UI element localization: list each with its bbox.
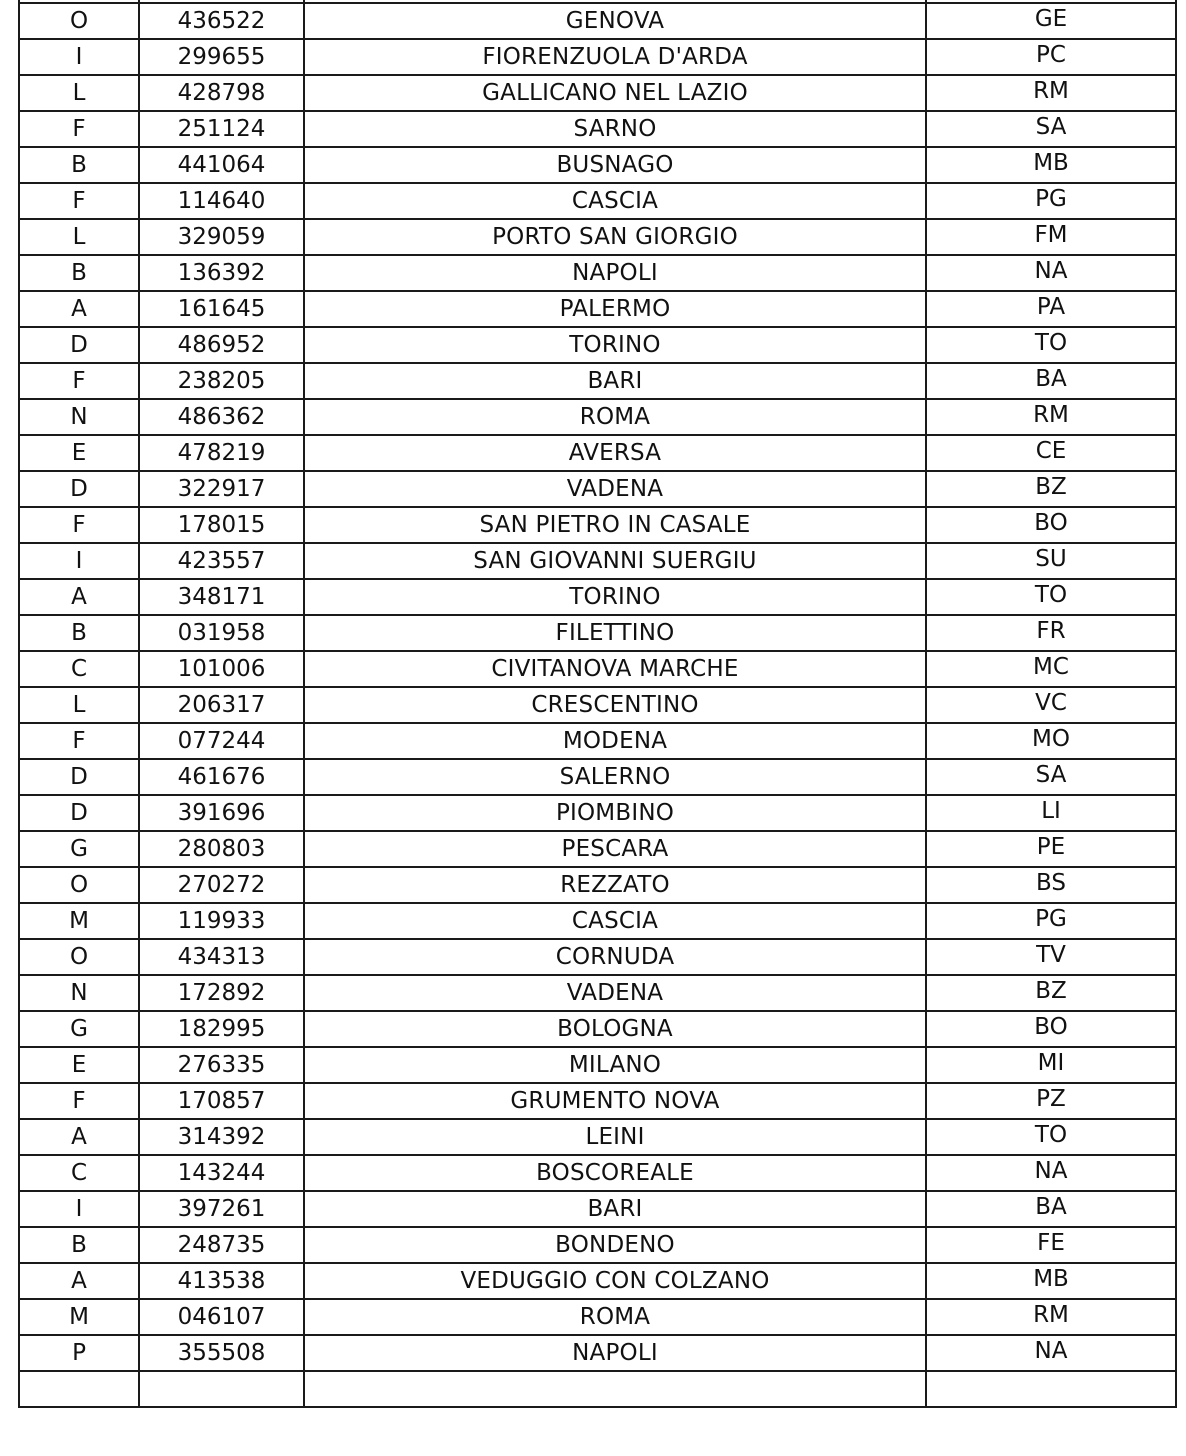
row-letter-cell: D [19,471,139,507]
row-code-cell: 434313 [139,939,304,975]
row-letter-cell: E [19,435,139,471]
row-code-cell: 206317 [139,687,304,723]
row-province-cell: CE [926,435,1176,471]
row-city-cell: PALERMO [304,291,926,327]
table-row [19,687,1176,723]
row-province-cell: SU [926,543,1176,579]
row-letter-cell: F [19,723,139,759]
table-row [19,579,1176,615]
row-city-cell: BOSCOREALE [304,1155,926,1191]
row-letter-cell: F [19,1083,139,1119]
row-letter-cell: F [19,183,139,219]
table-row [19,975,1176,1011]
table-row [19,1335,1176,1371]
row-city-cell: SARNO [304,111,926,147]
table-row [19,183,1176,219]
table-row [19,1155,1176,1191]
row-code-cell: 238205 [139,363,304,399]
row-code-cell: 461676 [139,759,304,795]
row-city-cell: AVERSA [304,435,926,471]
comuni-table [18,0,1177,1408]
row-province-cell: MB [926,147,1176,183]
row-city-cell: BONDENO [304,1227,926,1263]
row-city-cell: MILANO [304,1047,926,1083]
row-letter-cell: A [19,291,139,327]
row-code-cell: 114640 [139,183,304,219]
table-row [19,1371,1176,1407]
row-letter-cell: N [19,399,139,435]
row-city-cell: TORINO [304,579,926,615]
row-province-cell: FM [926,219,1176,255]
row-city-cell: VEDUGGIO CON COLZANO [304,1263,926,1299]
table-row [19,111,1176,147]
row-letter-cell: F [19,507,139,543]
table-row [19,615,1176,651]
row-letter-cell: G [19,831,139,867]
row-letter-cell: D [19,759,139,795]
table-row [19,759,1176,795]
row-province-cell: PG [926,183,1176,219]
row-letter-cell: M [19,1299,139,1335]
row-province-cell: VC [926,687,1176,723]
row-province-cell [926,1371,1176,1407]
row-city-cell: GALLICANO NEL LAZIO [304,75,926,111]
row-code-cell: 299655 [139,39,304,75]
row-province-cell: PC [926,39,1176,75]
row-letter-cell: I [19,39,139,75]
row-code-cell: 178015 [139,507,304,543]
row-city-cell [304,1371,926,1407]
row-letter-cell: C [19,1155,139,1191]
row-letter-cell: I [19,543,139,579]
row-code-cell: 270272 [139,867,304,903]
row-city-cell: NAPOLI [304,255,926,291]
row-code-cell: 182995 [139,1011,304,1047]
row-province-cell: BZ [926,471,1176,507]
row-code-cell: 314392 [139,1119,304,1155]
table-row [19,1227,1176,1263]
row-city-cell: BOLOGNA [304,1011,926,1047]
row-province-cell: MI [926,1047,1176,1083]
row-province-cell: RM [926,1299,1176,1335]
row-province-cell: NA [926,1155,1176,1191]
table-row [19,435,1176,471]
table-row [19,3,1176,39]
row-code-cell: 161645 [139,291,304,327]
table-row [19,363,1176,399]
row-province-cell: PA [926,291,1176,327]
table-row [19,75,1176,111]
row-city-cell: CASCIA [304,903,926,939]
table-row [19,1011,1176,1047]
table-row [19,1263,1176,1299]
row-code-cell [139,1371,304,1407]
row-city-cell: SAN GIOVANNI SUERGIU [304,543,926,579]
row-city-cell: CASCIA [304,183,926,219]
row-letter-cell: D [19,327,139,363]
row-letter-cell: A [19,1119,139,1155]
row-code-cell: 276335 [139,1047,304,1083]
row-letter-cell: O [19,867,139,903]
row-city-cell: GENOVA [304,3,926,39]
row-letter-cell [19,1371,139,1407]
table-row [19,939,1176,975]
table-row [19,471,1176,507]
row-code-cell: 355508 [139,1335,304,1371]
row-letter-cell: P [19,1335,139,1371]
row-province-cell: PZ [926,1083,1176,1119]
row-code-cell: 172892 [139,975,304,1011]
row-city-cell: CIVITANOVA MARCHE [304,651,926,687]
row-letter-cell: F [19,363,139,399]
row-city-cell: GRUMENTO NOVA [304,1083,926,1119]
row-city-cell: PESCARA [304,831,926,867]
row-province-cell: BA [926,1191,1176,1227]
row-code-cell: 280803 [139,831,304,867]
row-city-cell: REZZATO [304,867,926,903]
table-row [19,543,1176,579]
row-letter-cell: A [19,1263,139,1299]
row-letter-cell: E [19,1047,139,1083]
row-province-cell: BZ [926,975,1176,1011]
row-letter-cell: N [19,975,139,1011]
row-letter-cell: I [19,1191,139,1227]
table-row [19,903,1176,939]
row-code-cell: 136392 [139,255,304,291]
table-row [19,147,1176,183]
row-province-cell: TO [926,327,1176,363]
row-letter-cell: O [19,939,139,975]
row-province-cell: RM [926,75,1176,111]
row-code-cell: 248735 [139,1227,304,1263]
row-city-cell: MODENA [304,723,926,759]
table-row [19,1119,1176,1155]
data-table-container [18,0,1175,1408]
row-province-cell: MC [926,651,1176,687]
row-code-cell: 486952 [139,327,304,363]
row-city-cell: FILETTINO [304,615,926,651]
row-code-cell: 251124 [139,111,304,147]
row-letter-cell: C [19,651,139,687]
row-code-cell: 423557 [139,543,304,579]
row-code-cell: 348171 [139,579,304,615]
row-code-cell: 101006 [139,651,304,687]
table-row [19,255,1176,291]
table-row [19,327,1176,363]
row-code-cell: 486362 [139,399,304,435]
row-province-cell: GE [926,3,1176,39]
row-city-cell: NAPOLI [304,1335,926,1371]
row-province-cell: BO [926,1011,1176,1047]
table-row [19,867,1176,903]
row-code-cell: 391696 [139,795,304,831]
row-province-cell: FE [926,1227,1176,1263]
row-province-cell: PG [926,903,1176,939]
row-letter-cell: G [19,1011,139,1047]
row-province-cell: MB [926,1263,1176,1299]
row-province-cell: MO [926,723,1176,759]
row-city-cell: SAN PIETRO IN CASALE [304,507,926,543]
table-row [19,831,1176,867]
row-city-cell: PIOMBINO [304,795,926,831]
table-row [19,291,1176,327]
row-letter-cell: M [19,903,139,939]
row-letter-cell: L [19,75,139,111]
row-city-cell: BARI [304,1191,926,1227]
row-city-cell: TORINO [304,327,926,363]
row-province-cell: SA [926,759,1176,795]
row-city-cell: ROMA [304,399,926,435]
table-body [19,0,1176,1407]
row-code-cell: 170857 [139,1083,304,1119]
row-city-cell: VADENA [304,471,926,507]
row-province-cell: LI [926,795,1176,831]
row-code-cell: 413538 [139,1263,304,1299]
row-city-cell: SALERNO [304,759,926,795]
table-row [19,795,1176,831]
row-province-cell: NA [926,1335,1176,1371]
row-code-cell: 436522 [139,3,304,39]
row-letter-cell: B [19,1227,139,1263]
row-code-cell: 478219 [139,435,304,471]
row-code-cell: 046107 [139,1299,304,1335]
row-province-cell: PE [926,831,1176,867]
table-row [19,1191,1176,1227]
row-code-cell: 077244 [139,723,304,759]
row-letter-cell: B [19,255,139,291]
row-code-cell: 397261 [139,1191,304,1227]
row-code-cell: 119933 [139,903,304,939]
table-row [19,39,1176,75]
row-city-cell: ROMA [304,1299,926,1335]
row-province-cell: BS [926,867,1176,903]
row-letter-cell: F [19,111,139,147]
row-code-cell: 143244 [139,1155,304,1191]
table-row [19,399,1176,435]
table-row [19,219,1176,255]
row-province-cell: NA [926,255,1176,291]
row-letter-cell: B [19,147,139,183]
row-code-cell: 441064 [139,147,304,183]
table-row [19,1299,1176,1335]
table-row [19,507,1176,543]
row-city-cell: FIORENZUOLA D'ARDA [304,39,926,75]
row-city-cell: PORTO SAN GIORGIO [304,219,926,255]
row-city-cell: LEINI [304,1119,926,1155]
row-province-cell: SA [926,111,1176,147]
row-city-cell: BUSNAGO [304,147,926,183]
row-letter-cell: L [19,687,139,723]
row-province-cell: BA [926,363,1176,399]
row-province-cell: TO [926,579,1176,615]
row-letter-cell: O [19,3,139,39]
row-province-cell: RM [926,399,1176,435]
table-row [19,723,1176,759]
row-code-cell: 322917 [139,471,304,507]
table-row [19,1047,1176,1083]
row-letter-cell: B [19,615,139,651]
row-letter-cell: A [19,579,139,615]
row-province-cell: TO [926,1119,1176,1155]
row-code-cell: 031958 [139,615,304,651]
row-code-cell: 329059 [139,219,304,255]
row-letter-cell: L [19,219,139,255]
row-province-cell: TV [926,939,1176,975]
row-city-cell: CRESCENTINO [304,687,926,723]
row-province-cell: FR [926,615,1176,651]
table-row [19,651,1176,687]
row-city-cell: VADENA [304,975,926,1011]
row-province-cell: BO [926,507,1176,543]
row-city-cell: BARI [304,363,926,399]
row-code-cell: 428798 [139,75,304,111]
row-city-cell: CORNUDA [304,939,926,975]
row-letter-cell: D [19,795,139,831]
table-row [19,1083,1176,1119]
